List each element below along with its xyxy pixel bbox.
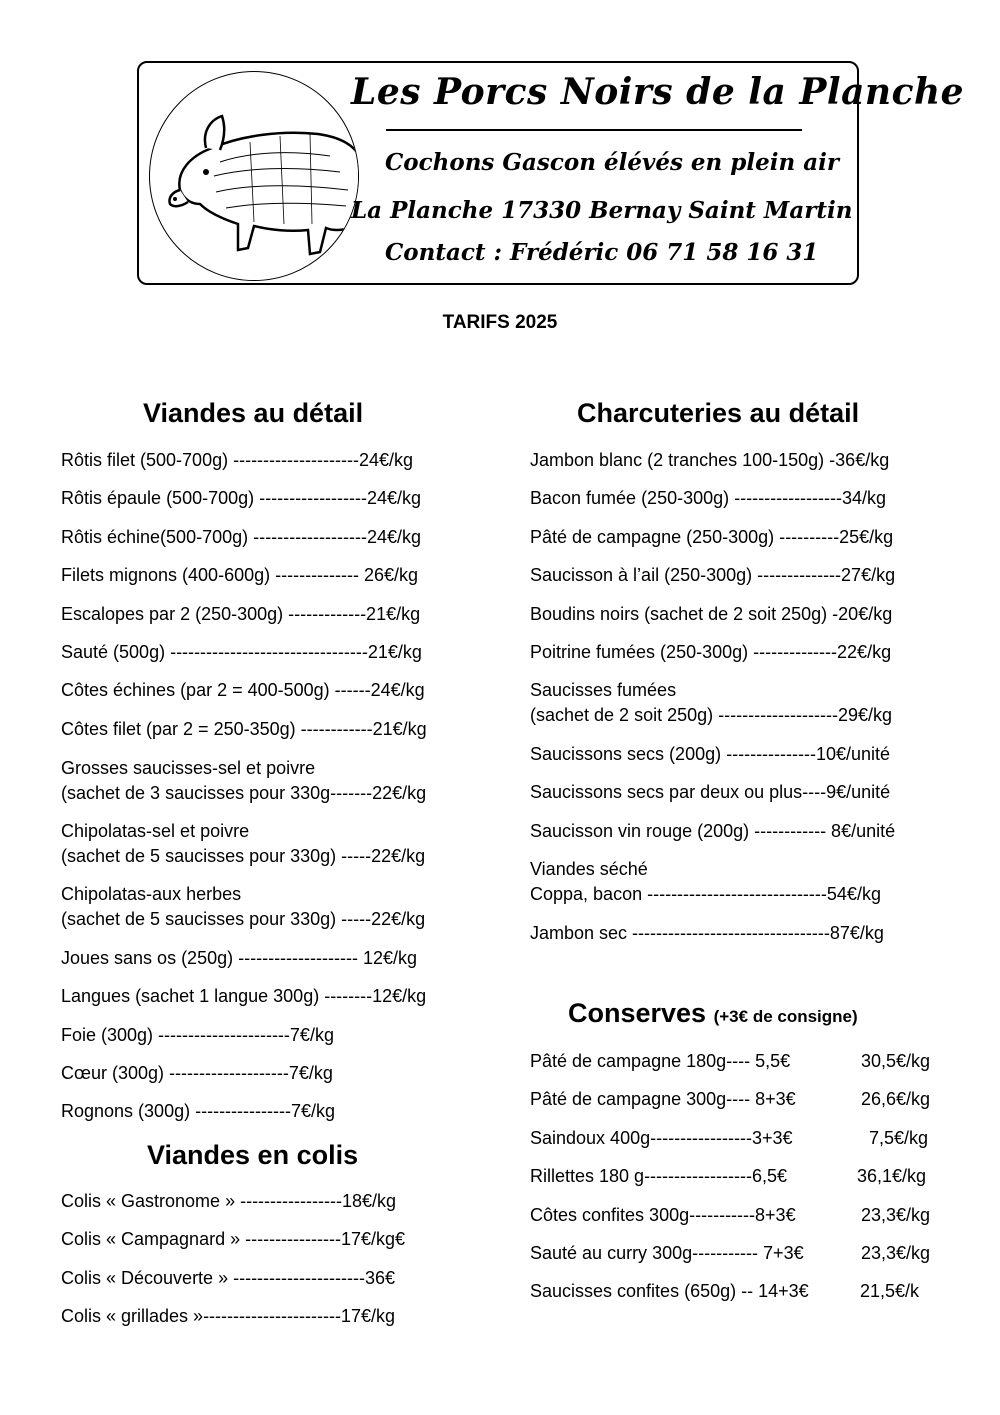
list-item: Pâté de campagne 180g---- 5,5€: [530, 1051, 791, 1071]
list-item: Bacon fumée (250-300g) ------------------34/kg: [530, 488, 887, 508]
list-item: Saucisson vin rouge (200g) ------------ 8€/unité: [530, 821, 896, 841]
list-item: (sachet de 2 soit 250g) --------------------29€/kg: [530, 705, 893, 725]
list-item: (sachet de 5 saucisses pour 330g) -----22€/kg: [61, 909, 426, 929]
farm-name: Les Porcs Noirs de la Planche: [351, 71, 965, 113]
pig-illustration-icon: [149, 71, 359, 281]
price-per-kg: 23,3€/kg: [861, 1205, 931, 1225]
price-per-kg: 23,3€/kg: [861, 1243, 931, 1263]
list-item: Joues sans os (250g) -------------------- 12€/kg: [61, 948, 418, 968]
list-item: Poitrine fumées (250-300g) --------------22€/kg: [530, 642, 892, 662]
farm-address: La Planche 17330 Bernay Saint Martin: [351, 197, 853, 224]
list-item: Saindoux 400g-----------------3+3€: [530, 1128, 793, 1148]
list-item: Sauté (500g) ---------------------------------21€/kg: [61, 642, 422, 662]
list-item: Coppa, bacon ------------------------------54€/kg: [530, 884, 881, 904]
list-item: Chipolatas-sel et poivre: [61, 821, 250, 841]
section-title-viandes-detail: Viandes au détail: [143, 398, 364, 428]
list-item: Filets mignons (400-600g) -------------- 26€/kg: [61, 565, 419, 585]
list-item: Saucisses fumées: [530, 680, 677, 700]
list-item: (sachet de 3 saucisses pour 330g-------22€/kg: [61, 783, 427, 803]
list-item: Colis « Campagnard » ----------------17€/kg€: [61, 1229, 406, 1249]
list-item: Pâté de campagne 300g---- 8+3€: [530, 1089, 796, 1109]
list-item: Rognons (300g) ----------------7€/kg: [61, 1101, 336, 1121]
header-box: [137, 61, 965, 285]
list-item: Foie (300g) ----------------------7€/kg: [61, 1025, 334, 1045]
page-title: TARIFS 2025: [442, 312, 558, 333]
list-item: Langues (sachet 1 langue 300g) --------12€/kg: [61, 986, 427, 1006]
list-item: Sauté au curry 300g----------- 7+3€: [530, 1243, 804, 1263]
list-item: Rôtis échine(500-700g) -------------------24€/kg: [61, 527, 422, 547]
list-item: Pâté de campagne (250-300g) ----------25€/kg: [530, 527, 894, 547]
list-item: Côtes échines (par 2 = 400-500g) ------24€/kg: [61, 680, 425, 700]
conserves-title-text: Conserves: [568, 998, 707, 1028]
list-item: Chipolatas-aux herbes: [61, 884, 242, 904]
list-item: Rôtis filet (500-700g) ---------------------24€/kg: [61, 450, 414, 470]
list-item: Colis « Découverte » ----------------------36€: [61, 1268, 395, 1288]
list-item: Côtes confites 300g-----------8+3€: [530, 1205, 796, 1225]
farm-contact: Contact : Frédéric 06 71 58 16 31: [385, 239, 819, 266]
list-item: Rillettes 180 g------------------6,5€: [530, 1166, 787, 1186]
list-item: Escalopes par 2 (250-300g) -------------21€/kg: [61, 604, 421, 624]
list-item: Saucissons secs par deux ou plus----9€/unité: [530, 782, 891, 802]
section-title-conserves: [568, 998, 858, 1029]
list-item: (sachet de 5 saucisses pour 330g) -----22€/kg: [61, 846, 426, 866]
list-item: Saucisses confites (650g) -- 14+3€: [530, 1281, 809, 1301]
farm-tagline: Cochons Gascon élévés en plein air: [385, 149, 839, 176]
price-per-kg: 30,5€/kg: [861, 1051, 931, 1071]
list-item: Jambon blanc (2 tranches 100-150g) -36€/kg: [530, 450, 890, 470]
list-item: Colis « grillades »-----------------------17€/kg: [61, 1306, 395, 1326]
conserves-deposit-note: (+3€ de consigne): [713, 1007, 858, 1026]
list-item: Jambon sec ---------------------------------87€/kg: [530, 923, 884, 943]
list-item: Côtes filet (par 2 = 250-350g) ------------21€/kg: [61, 719, 427, 739]
list-item: Saucissons secs (200g) ---------------10€/unité: [530, 744, 891, 764]
price-per-kg: 26,6€/kg: [861, 1089, 931, 1109]
list-item: Viandes séché: [530, 859, 648, 879]
list-item: Boudins noirs (sachet de 2 soit 250g) -20€/kg: [530, 604, 893, 624]
list-item: Grosses saucisses-sel et poivre: [61, 758, 316, 778]
list-item: Saucisson à l’ail (250-300g) --------------27€/kg: [530, 565, 896, 585]
list-item: Colis « Gastronome » -----------------18€/kg: [61, 1191, 397, 1211]
section-title-charcuteries: Charcuteries au détail: [577, 398, 860, 428]
list-item: Cœur (300g) --------------------7€/kg: [61, 1063, 333, 1083]
price-per-kg: 7,5€/kg: [869, 1128, 929, 1148]
price-per-kg: 21,5€/k: [860, 1281, 920, 1301]
price-per-kg: 36,1€/kg: [857, 1166, 927, 1186]
header-divider: [386, 129, 802, 131]
list-item: Rôtis épaule (500-700g) ------------------24€/kg: [61, 488, 422, 508]
section-title-viandes-colis: Viandes en colis: [147, 1140, 359, 1170]
